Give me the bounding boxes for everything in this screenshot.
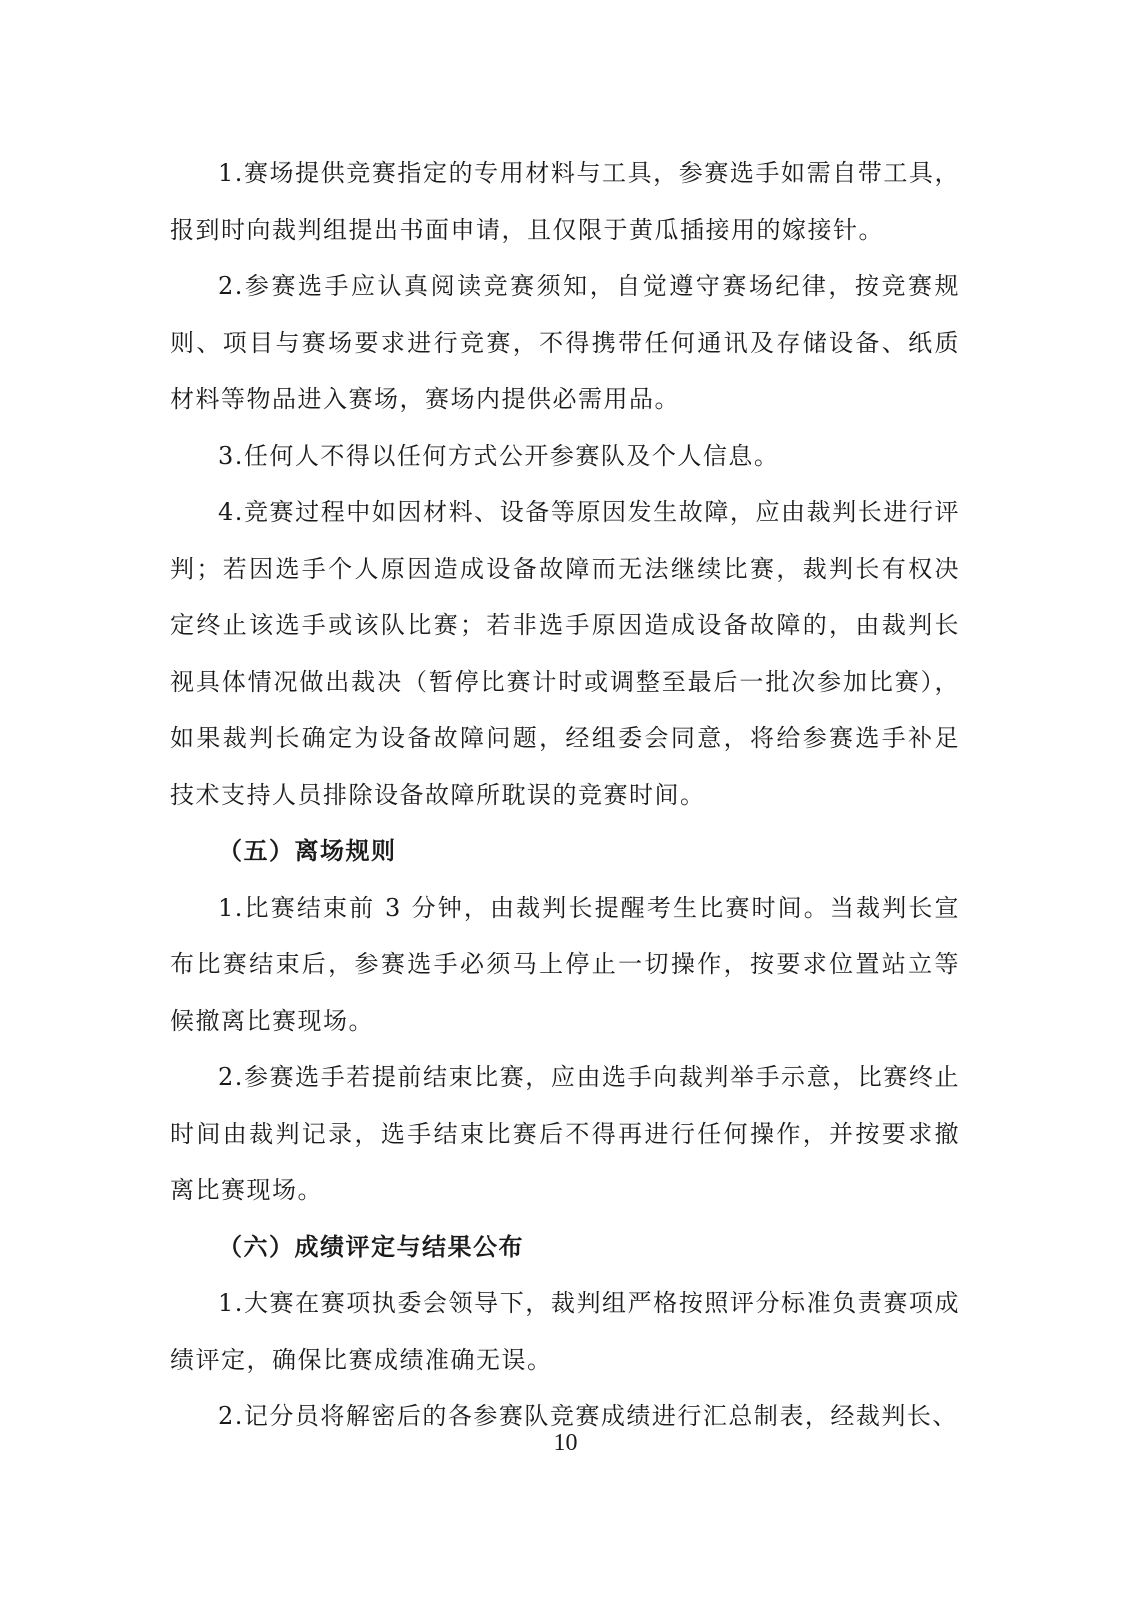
paragraph-rule-3: 3.任何人不得以任何方式公开参赛队及个人信息。: [218, 441, 780, 470]
paragraph-leaving-1: 1.比赛结束前 3 分钟，由裁判长提醒考生比赛时间。当裁判长宣布比赛结束后，参赛选手必须马上停止一切操作，按要求位置站立等候撤离比赛现场。: [170, 893, 960, 1035]
paragraph-scoring-2: 2.记分员将解密后的各参赛队竞赛成绩进行汇总制表，经裁判长、: [218, 1402, 958, 1430]
page-number: 10: [553, 1430, 578, 1456]
paragraph-rule-4: 4.竞赛过程中如因材料、设备等原因发生故障，应由裁判长进行评判；若因选手个人原因造成设备故障而无法继续比赛，裁判长有权决定终止该选手或该队比赛；若非选手原因造成设备故障的，由裁判长视具体情况做出裁决（暂停比赛计时或调整至最后一批次参加比赛），如果裁判长确定为设备故障问题，经组委会同意，将给参赛选手补足技术支持人员排除设备故障所耽误的竞赛时间。: [170, 498, 960, 809]
paragraph-scoring-1: 1.大赛在赛项执委会领导下，裁判组严格按照评分标准负责赛项成绩评定，确保比赛成绩准确无误。: [170, 1289, 960, 1374]
paragraph-rule-2: 2.参赛选手应认真阅读竞赛须知，自觉遵守赛场纪律，按竞赛规则、项目与赛场要求进行竞赛，不得携带任何通讯及存储设备、纸质材料等物品进入赛场，赛场内提供必需用品。: [170, 272, 960, 413]
paragraph-rule-1: 1.赛场提供竞赛指定的专用材料与工具，参赛选手如需自带工具，报到时向裁判组提出书面申请，且仅限于黄瓜插接用的嫁接针。: [170, 159, 960, 244]
section-heading-scoring: （六）成绩评定与结果公布: [218, 1231, 524, 1261]
document-body: [170, 145, 960, 1445]
paragraph-leaving-2: 2.参赛选手若提前结束比赛，应由选手向裁判举手示意，比赛终止时间由裁判记录，选手结束比赛后不得再进行任何操作，并按要求撤离比赛现场。: [170, 1063, 960, 1204]
section-heading-leaving-rules: （五）离场规则: [218, 836, 397, 865]
